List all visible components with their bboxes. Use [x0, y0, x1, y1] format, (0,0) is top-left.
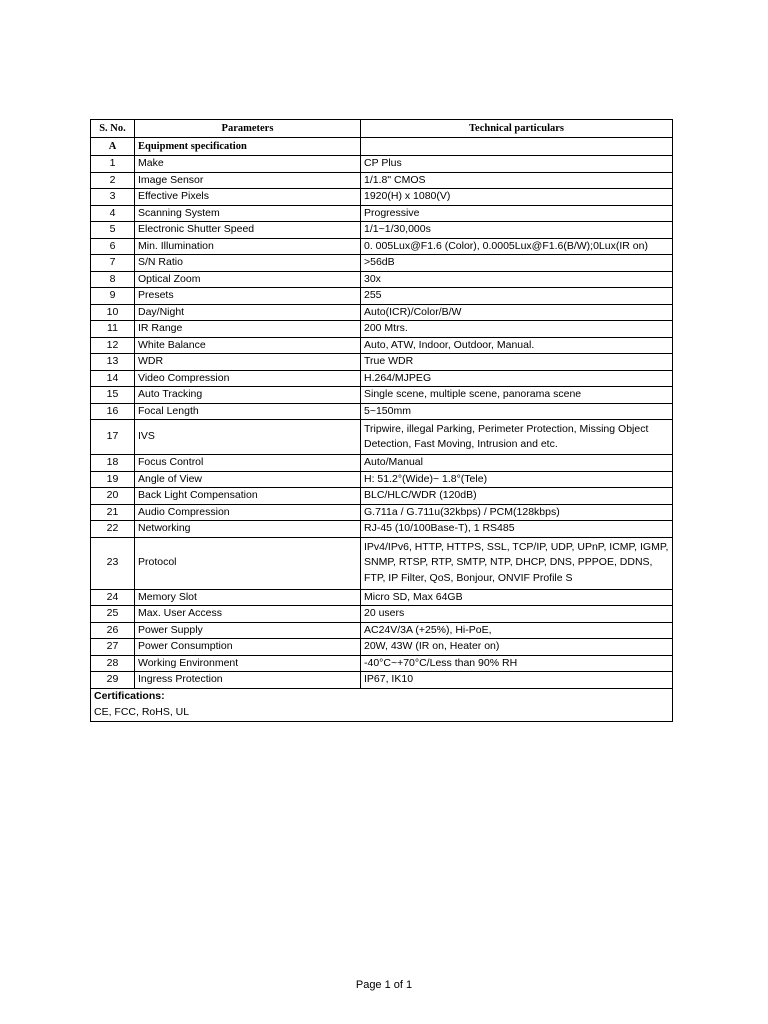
- table-row: [91, 420, 673, 455]
- row-number: 8: [91, 271, 135, 288]
- row-number: 10: [91, 304, 135, 321]
- row-parameter: Power Consumption: [135, 639, 361, 656]
- row-value: 1/1~1/30,000s: [361, 222, 673, 239]
- row-parameter: Presets: [135, 288, 361, 305]
- row-parameter: Effective Pixels: [135, 189, 361, 206]
- table-row: [91, 337, 673, 354]
- row-parameter: White Balance: [135, 337, 361, 354]
- row-value: 30x: [361, 271, 673, 288]
- row-value: True WDR: [361, 354, 673, 371]
- row-value: 20W, 43W (IR on, Heater on): [361, 639, 673, 656]
- table-row: [91, 672, 673, 689]
- row-number: 5: [91, 222, 135, 239]
- row-number: 16: [91, 403, 135, 420]
- row-parameter: Electronic Shutter Speed: [135, 222, 361, 239]
- row-number: 27: [91, 639, 135, 656]
- row-parameter: Day/Night: [135, 304, 361, 321]
- row-parameter: IVS: [135, 420, 361, 455]
- table-row: [91, 354, 673, 371]
- table-row: [91, 387, 673, 404]
- row-number: 29: [91, 672, 135, 689]
- table-row: [91, 403, 673, 420]
- row-value: 0. 005Lux@F1.6 (Color), 0.0005Lux@F1.6(B/W);0Lux(IR on): [361, 238, 673, 255]
- table-row: [91, 238, 673, 255]
- row-value: IPv4/IPv6, HTTP, HTTPS, SSL, TCP/IP, UDP, UPnP, ICMP, IGMP, SNMP, RTSP, RTP, SMTP, NTP, DHCP, DNS, PPPOE, DDNS, FTP, IP Filter, QoS, Bonjour, ONVIF Profile S: [361, 537, 673, 589]
- row-value: 255: [361, 288, 673, 305]
- table-row: [91, 504, 673, 521]
- row-number: 9: [91, 288, 135, 305]
- row-parameter: Protocol: [135, 537, 361, 589]
- row-value: AC24V/3A (+25%), Hi-PoE,: [361, 622, 673, 639]
- row-parameter: Video Compression: [135, 370, 361, 387]
- row-parameter: Scanning System: [135, 205, 361, 222]
- row-value: >56dB: [361, 255, 673, 272]
- row-parameter: Ingress Protection: [135, 672, 361, 689]
- row-number: 2: [91, 172, 135, 189]
- row-parameter: Networking: [135, 521, 361, 538]
- row-value: RJ-45 (10/100Base-T), 1 RS485: [361, 521, 673, 538]
- row-number: 18: [91, 455, 135, 472]
- certifications-title: Certifications:: [94, 690, 165, 702]
- section-value: [361, 138, 673, 156]
- header-sno: S. No.: [91, 120, 135, 138]
- row-value: Auto/Manual: [361, 455, 673, 472]
- table-row: [91, 521, 673, 538]
- row-parameter: Make: [135, 156, 361, 173]
- row-value: BLC/HLC/WDR (120dB): [361, 488, 673, 505]
- row-value: Auto(ICR)/Color/B/W: [361, 304, 673, 321]
- row-value: -40°C~+70°C/Less than 90% RH: [361, 655, 673, 672]
- row-parameter: Angle of View: [135, 471, 361, 488]
- table-row: [91, 304, 673, 321]
- section-id: A: [91, 138, 135, 156]
- row-value: G.711a / G.711u(32kbps) / PCM(128kbps): [361, 504, 673, 521]
- row-parameter: Image Sensor: [135, 172, 361, 189]
- table-row: [91, 271, 673, 288]
- row-value: 5~150mm: [361, 403, 673, 420]
- row-value: 200 Mtrs.: [361, 321, 673, 338]
- row-number: 1: [91, 156, 135, 173]
- row-parameter: Optical Zoom: [135, 271, 361, 288]
- table-row: [91, 655, 673, 672]
- table-row: [91, 606, 673, 623]
- table-row: [91, 455, 673, 472]
- section-title: Equipment specification: [135, 138, 361, 156]
- row-number: 17: [91, 420, 135, 455]
- row-number: 13: [91, 354, 135, 371]
- row-number: 19: [91, 471, 135, 488]
- row-parameter: IR Range: [135, 321, 361, 338]
- table-row: [91, 488, 673, 505]
- row-value: 1/1.8" CMOS: [361, 172, 673, 189]
- certifications-cell: [91, 688, 673, 721]
- row-value: 20 users: [361, 606, 673, 623]
- row-number: 26: [91, 622, 135, 639]
- page-footer: Page 1 of 1: [355, 979, 413, 991]
- table-row: [91, 255, 673, 272]
- row-number: 21: [91, 504, 135, 521]
- row-number: 12: [91, 337, 135, 354]
- table-row: [91, 205, 673, 222]
- table-row: [91, 321, 673, 338]
- row-value: Single scene, multiple scene, panorama scene: [361, 387, 673, 404]
- row-value: Tripwire, illegal Parking, Perimeter Protection, Missing Object Detection, Fast Moving, Intrusion and etc.: [361, 420, 673, 455]
- row-value: 1920(H) x 1080(V): [361, 189, 673, 206]
- row-parameter: Power Supply: [135, 622, 361, 639]
- header-technical-particulars: Technical particulars: [361, 120, 673, 138]
- row-value: H.264/MJPEG: [361, 370, 673, 387]
- row-parameter: Audio Compression: [135, 504, 361, 521]
- row-parameter: Max. User Access: [135, 606, 361, 623]
- row-parameter: Working Environment: [135, 655, 361, 672]
- table-row: [91, 370, 673, 387]
- spec-table: [90, 119, 673, 722]
- row-number: 20: [91, 488, 135, 505]
- header-parameters: Parameters: [135, 120, 361, 138]
- table-header-row: [91, 120, 673, 138]
- row-value: CP Plus: [361, 156, 673, 173]
- table-row: [91, 622, 673, 639]
- section-row: [91, 138, 673, 156]
- row-number: 23: [91, 537, 135, 589]
- row-number: 15: [91, 387, 135, 404]
- row-number: 4: [91, 205, 135, 222]
- row-parameter: Focus Control: [135, 455, 361, 472]
- row-number: 6: [91, 238, 135, 255]
- row-parameter: WDR: [135, 354, 361, 371]
- row-number: 3: [91, 189, 135, 206]
- row-parameter: Auto Tracking: [135, 387, 361, 404]
- row-value: Progressive: [361, 205, 673, 222]
- table-row: [91, 189, 673, 206]
- row-number: 25: [91, 606, 135, 623]
- row-value: IP67, IK10: [361, 672, 673, 689]
- row-number: 28: [91, 655, 135, 672]
- row-parameter: S/N Ratio: [135, 255, 361, 272]
- row-value: H: 51.2°(Wide)~ 1.8°(Tele): [361, 471, 673, 488]
- row-parameter: Focal Length: [135, 403, 361, 420]
- table-row: [91, 471, 673, 488]
- certifications-row: [91, 688, 673, 721]
- row-parameter: Min. Illumination: [135, 238, 361, 255]
- row-number: 11: [91, 321, 135, 338]
- row-number: 22: [91, 521, 135, 538]
- row-parameter: Memory Slot: [135, 589, 361, 606]
- row-number: 7: [91, 255, 135, 272]
- table-row: [91, 156, 673, 173]
- row-value: Auto, ATW, Indoor, Outdoor, Manual.: [361, 337, 673, 354]
- table-row: [91, 639, 673, 656]
- row-parameter: Back Light Compensation: [135, 488, 361, 505]
- table-row: [91, 222, 673, 239]
- row-value: Micro SD, Max 64GB: [361, 589, 673, 606]
- row-number: 14: [91, 370, 135, 387]
- certifications-list: CE, FCC, RoHS, UL: [94, 705, 190, 718]
- table-row: [91, 172, 673, 189]
- row-number: 24: [91, 589, 135, 606]
- table-row: [91, 537, 673, 589]
- table-row: [91, 589, 673, 606]
- table-row: [91, 288, 673, 305]
